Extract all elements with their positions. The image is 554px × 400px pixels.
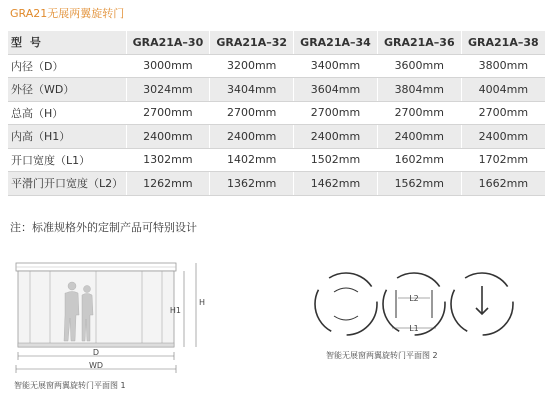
plan-drawing (312, 272, 518, 342)
cell-value: 1562mm (377, 172, 461, 196)
cell-value: 1262mm (126, 172, 210, 196)
cell-value: 2400mm (294, 125, 378, 149)
header-model: GRA21A–36 (377, 31, 461, 54)
dim-label-l2: L2 (409, 294, 419, 303)
cell-value: 2700mm (294, 101, 378, 125)
cell-value: 1302mm (126, 148, 210, 172)
header-model: GRA21A–30 (126, 31, 210, 54)
table-header-row (8, 31, 545, 54)
row-label: 平滑门开口宽度（L2） (8, 172, 126, 196)
plan-door-closed (315, 273, 377, 335)
cell-value: 2400mm (210, 125, 294, 149)
cell-value: 3404mm (210, 78, 294, 102)
dim-label-l1: L1 (409, 324, 419, 333)
cell-value: 3400mm (294, 54, 378, 78)
table-row (8, 54, 545, 78)
cell-value: 1362mm (210, 172, 294, 196)
cell-value: 2400mm (377, 125, 461, 149)
figure1-caption: 智能无展窗两翼旋转门平面图 1 (14, 381, 126, 390)
cell-value: 3804mm (377, 78, 461, 102)
cell-value: 1602mm (377, 148, 461, 172)
dim-label-h1: H1 (169, 306, 181, 315)
cell-value: 2400mm (126, 125, 210, 149)
cell-value: 3800mm (461, 54, 545, 78)
table-row (8, 172, 545, 196)
header-model: GRA21A–38 (461, 31, 545, 54)
cell-value: 2700mm (461, 101, 545, 125)
row-label: 外径（WD） (8, 78, 126, 102)
cell-value: 2700mm (377, 101, 461, 125)
dim-label-d: D (92, 348, 100, 357)
header-label: 型 号 (8, 31, 126, 54)
cell-value: 3200mm (210, 54, 294, 78)
cell-value: 1402mm (210, 148, 294, 172)
table-row (8, 101, 545, 125)
cell-value: 1662mm (461, 172, 545, 196)
cell-value: 1502mm (294, 148, 378, 172)
header-model: GRA21A–32 (210, 31, 294, 54)
cell-value: 4004mm (461, 78, 545, 102)
elevation-drawing (10, 253, 210, 378)
custom-note: 注：标准规格外的定制产品可特别设计 (10, 221, 197, 234)
cell-value: 2700mm (126, 101, 210, 125)
cell-value: 1462mm (294, 172, 378, 196)
spec-table (8, 31, 545, 196)
cell-value: 3604mm (294, 78, 378, 102)
row-label: 内高（H1） (8, 125, 126, 149)
dim-label-wd: WD (88, 361, 104, 370)
page-title: GRA21无展两翼旋转门 (10, 7, 125, 20)
cell-value: 3000mm (126, 54, 210, 78)
cell-value: 3600mm (377, 54, 461, 78)
row-label: 内径（D） (8, 54, 126, 78)
figure2-caption: 智能无展窗两翼旋转门平面图 2 (326, 351, 438, 360)
door-floor (18, 343, 174, 347)
row-label: 总高（H） (8, 101, 126, 125)
row-label: 开口宽度（L1） (8, 148, 126, 172)
header-model: GRA21A–34 (294, 31, 378, 54)
plan-door-open (451, 273, 513, 335)
cell-value: 2400mm (461, 125, 545, 149)
cell-value: 3024mm (126, 78, 210, 102)
table-row (8, 148, 545, 172)
table-row (8, 125, 545, 149)
cell-value: 1702mm (461, 148, 545, 172)
table-row (8, 78, 545, 102)
cell-value: 2700mm (210, 101, 294, 125)
dim-label-h: H (199, 298, 206, 307)
